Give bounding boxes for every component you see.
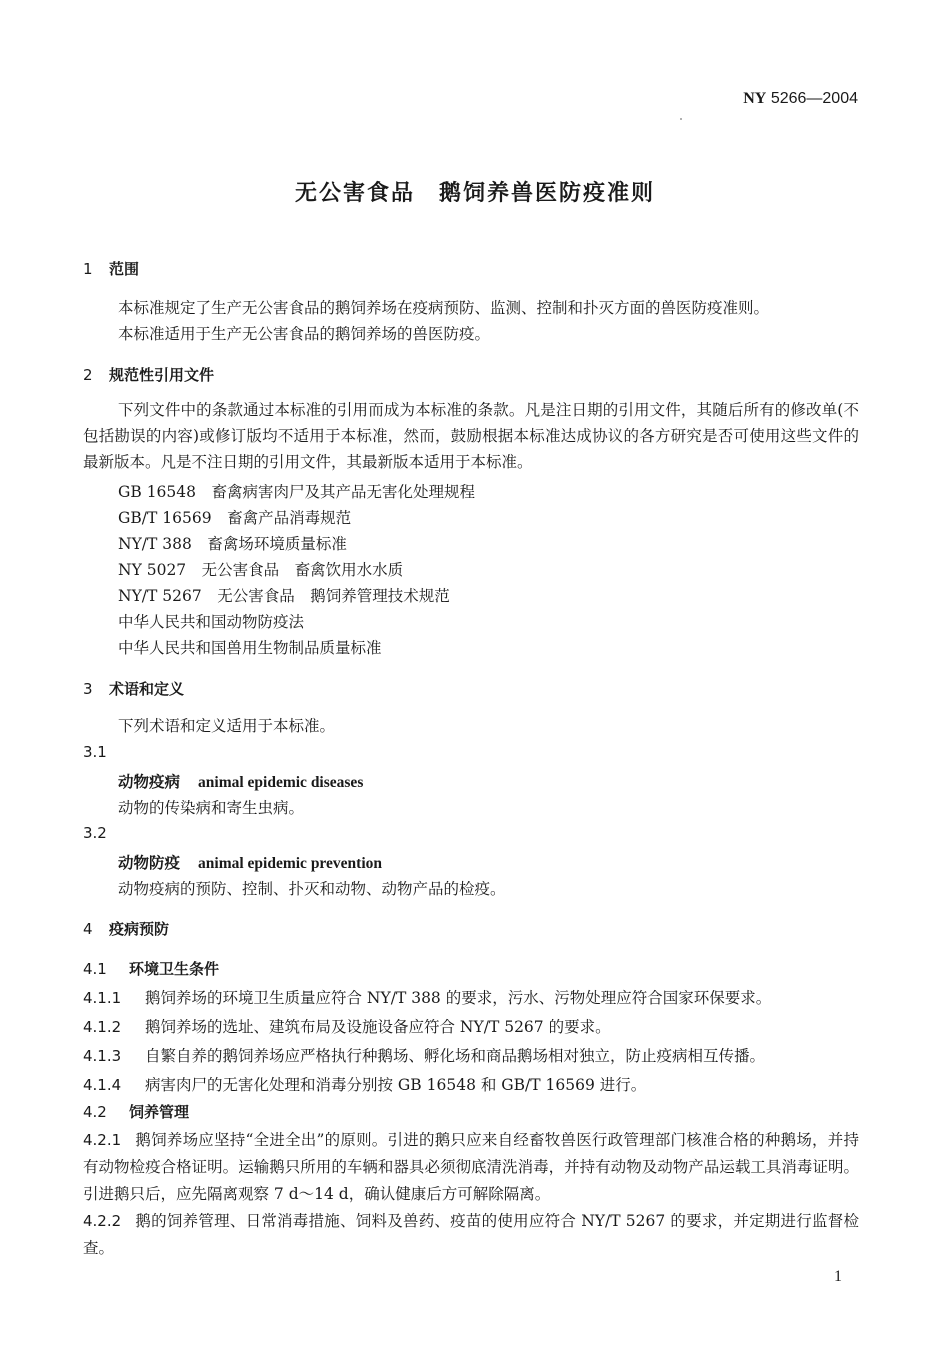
section-2-heading: 2 规范性引用文件	[83, 366, 215, 384]
section-4-heading: 4 疫病预防	[83, 920, 170, 938]
reference-item: NY/T 5267 无公害食品 鹅饲养管理技术规范	[118, 587, 450, 605]
subsection-4-1-heading: 4.1 环境卫生条件	[83, 960, 220, 978]
reference-item: 中华人民共和国动物防疫法	[118, 613, 305, 631]
page-number: 1	[834, 1268, 842, 1285]
clause-4-1-3: 4.1.3 自繁自养的鹅饲养场应严格执行种鹅场、孵化场和商品鹅场相对独立，防止疫病相互传播。	[83, 1047, 766, 1065]
reference-item: 中华人民共和国兽用生物制品质量标准	[118, 639, 382, 657]
section-1-para-1: 本标准规定了生产无公害食品的鹅饲养场在疫病预防、监测、控制和扑灭方面的兽医防疫准则。	[118, 299, 770, 317]
term-definition: 动物的传染病和寄生虫病。	[118, 799, 305, 817]
reference-item: NY/T 388 畜禽场环境质量标准	[118, 535, 347, 553]
term-number: 3.2	[83, 824, 107, 842]
clause-4-2-1: 4.2.1 鹅饲养场应坚持“全进全出”的原则。引进的鹅只应来自经畜牧兽医行政管理部门核准合格的种鹅场，并持有动物检疫合格证明。运输鹅只所用的车辆和器具必须彻底清洗消毒，并持有动物及动物产品运载工具消毒证明。引进鹅只后，应先隔离观察 7 d～14 d，确认健康后方可解除隔离。	[83, 1131, 859, 1203]
term-title: 动物疫病 animal epidemic diseases	[118, 773, 364, 791]
section-3-heading: 3 术语和定义	[83, 680, 185, 698]
term-definition: 动物疫病的预防、控制、扑灭和动物、动物产品的检疫。	[118, 880, 506, 898]
section-2-intro: 下列文件中的条款通过本标准的引用而成为本标准的条款。凡是注日期的引用文件，其随后所有的修改单(不包括勘误的内容)或修订版均不适用于本标准，然而，鼓励根据本标准达成协议的各方研究是否可使用这些文件的最新版本。凡是不注日期的引用文件，其最新版本适用于本标准。	[83, 401, 859, 471]
clause-4-1-1: 4.1.1 鹅饲养场的环境卫生质量应符合 NY/T 388 的要求，污水、污物处理应符合国家环保要求。	[83, 989, 772, 1007]
reference-item: GB/T 16569 畜禽产品消毒规范	[118, 509, 352, 527]
clause-4-1-4: 4.1.4 病害肉尸的无害化处理和消毒分别按 GB 16548 和 GB/T 16569 进行。	[83, 1076, 647, 1094]
section-1-heading: 1 范围	[83, 260, 140, 278]
clause-4-1-2: 4.1.2 鹅饲养场的选址、建筑布局及设施设备应符合 NY/T 5267 的要求。	[83, 1018, 611, 1036]
reference-item: GB 16548 畜禽病害肉尸及其产品无害化处理规程	[118, 483, 476, 501]
term-title: 动物防疫 animal epidemic prevention	[118, 854, 383, 872]
term-number: 3.1	[83, 743, 107, 761]
section-1-para-2: 本标准适用于生产无公害食品的鹅饲养场的兽医防疫。	[118, 325, 491, 343]
standard-number: NY 5266—2004	[743, 90, 858, 107]
scan-speck	[680, 118, 682, 120]
reference-item: NY 5027 无公害食品 畜禽饮用水水质	[118, 561, 404, 579]
section-3-intro: 下列术语和定义适用于本标准。	[118, 717, 336, 735]
clause-4-2-2: 4.2.2 鹅的饲养管理、日常消毒措施、饲料及兽药、疫苗的使用应符合 NY/T 5267 的要求，并定期进行监督检查。	[83, 1212, 859, 1257]
subsection-4-2-heading: 4.2 饲养管理	[83, 1103, 190, 1121]
document-title: 无公害食品 鹅饲养兽医防疫准则	[294, 181, 655, 206]
